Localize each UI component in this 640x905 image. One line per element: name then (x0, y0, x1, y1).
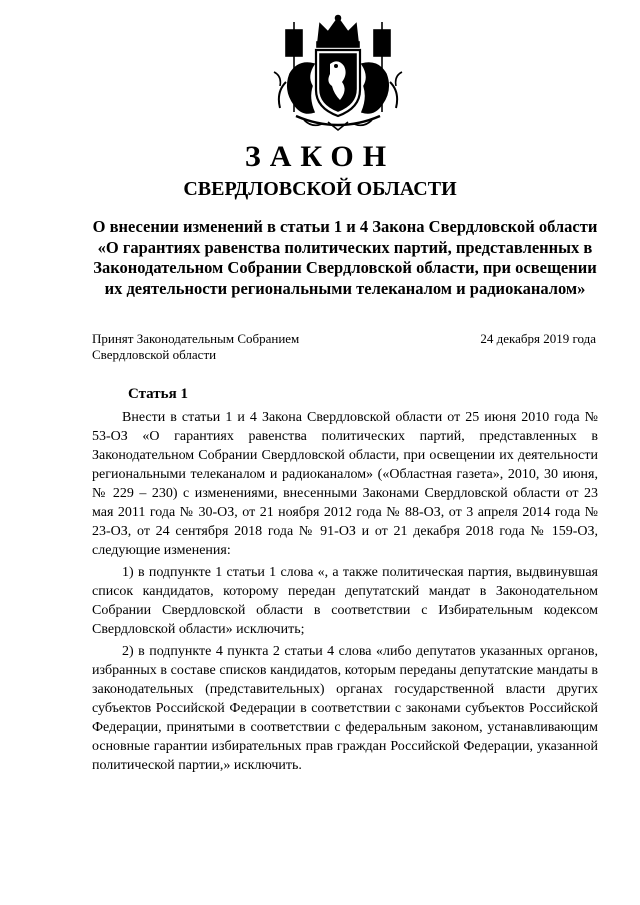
document-region: СВЕРДЛОВСКОЙ ОБЛАСТИ (183, 178, 457, 200)
law-subject: О внесении изменений в статьи 1 и 4 Закона Свердловской области «О гарантиях равенства политических партий, представленных в Законодательном Собрании Свердловской области, при освещении их деятельности региональными телеканалом и радиоканалом» (92, 217, 598, 298)
adoption-info (92, 331, 299, 363)
article-paragraph: 1) в подпункте 1 статьи 1 слова «, а также политическая партия, выдвинувшая список кандидатов, которому передан депутатский мандат в Законодательном Собрании Свердловской области в соответствии с Избирательным кодексом Свердловской области» исключить; (92, 565, 598, 637)
document-title: ЗАКОН (244, 140, 396, 173)
adopted-region-line: Свердловской области (92, 347, 217, 362)
article-heading: Статья 1 (128, 386, 188, 402)
article-paragraph: Внести в статьи 1 и 4 Закона Свердловской области от 25 июня 2010 года № 53-ОЗ «О гарантиях равенства политических партий, представленных в Законодательном Собрании Свердловской области, при освещении их деятельности региональными телеканалом и радиоканалом» («Областная газета», 2010, 30 июня, № 229 – 230) с изменениями, внесенными Законами Свердловской области от 23 мая 2011 года № 30-ОЗ, от 21 ноября 2012 года № 88-ОЗ, от 3 апреля 2014 года № 23-ОЗ, от 24 сентября 2018 года № 91-ОЗ и от 21 декабря 2018 года № 159-ОЗ, следующие изменения: (92, 410, 598, 558)
article-body (92, 408, 598, 778)
adopted-by-line: Принят Законодательным Собранием (92, 331, 300, 346)
coat-of-arms-emblem (268, 12, 408, 134)
adoption-date: 24 декабря 2019 года (480, 331, 596, 346)
article-paragraph: 2) в подпункте 4 пункта 2 статьи 4 слова «либо депутатов указанных органов, избранных в составе списков кандидатов, которым переданы депутатские мандаты в законодательных (представительных) органах государственной власти других субъектов Российской Федерации в соответствии с законами субъектов Российской Федерации, принятыми в соответствии с федеральным законом, устанавливающим основные гарантии избирательных прав граждан Российской Федерации, указанной политической партии,» исключить. (92, 644, 598, 773)
